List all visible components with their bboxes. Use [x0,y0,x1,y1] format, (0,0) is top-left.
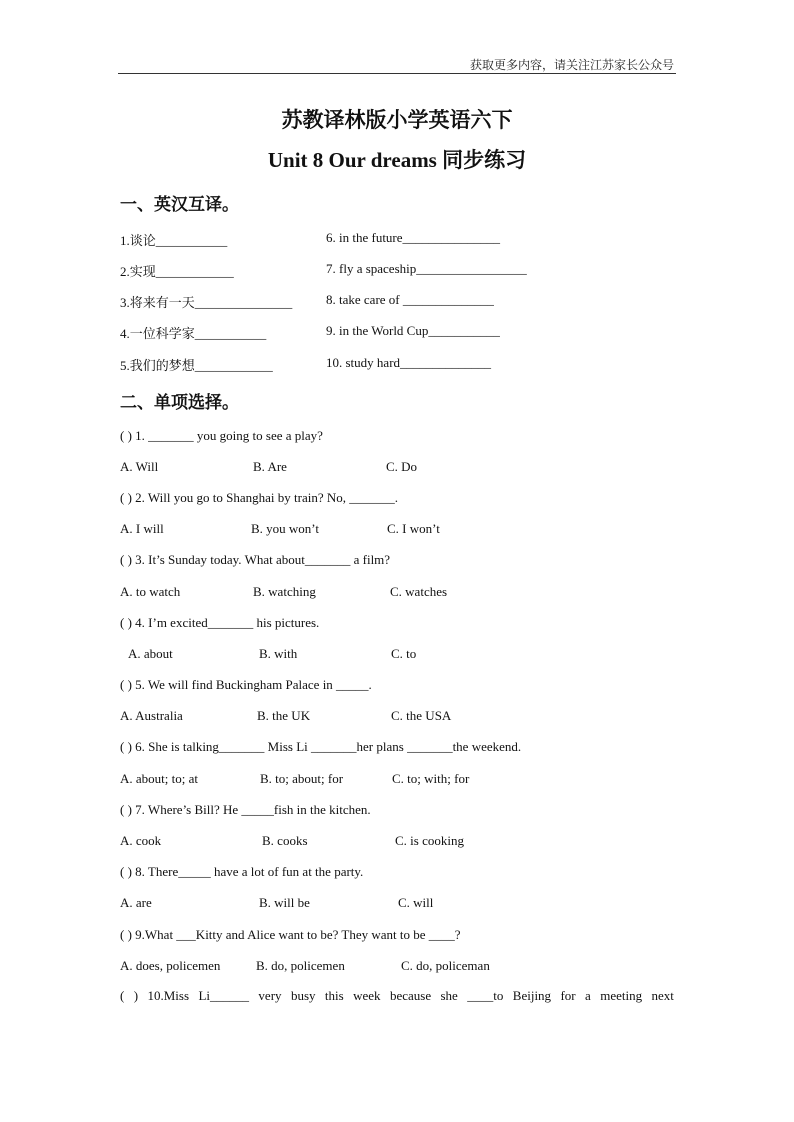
question-2-stem: ( ) 2. Will you go to Shanghai by train? No, _______. [120,490,398,505]
question-5-stem: ( ) 5. We will find Buckingham Palace in _____. [120,677,372,692]
question-3-stem: ( ) 3. It’s Sunday today. What about_______ a film? [120,552,391,567]
question-2-option-b: B. you won’t [251,521,320,536]
question-9-option-a: A. does, policemen [120,958,221,973]
q10-word: Beijing [512,988,552,1003]
translation-item-6: 6. in the future_______________ [326,230,501,245]
question-1-option-a: A. Will [120,459,159,474]
question-5-option-a: A. Australia [120,708,183,723]
q10-word: she [440,988,458,1003]
q10-word: ( [120,988,125,1003]
q10-word: ) [133,988,139,1003]
question-9-stem: ( ) 9.What ___Kitty and Alice want to be? They want to be ____? [120,927,461,942]
translation-item-4: 4.一位科学家___________ [120,326,267,341]
q10-word: next [651,988,674,1003]
q10-word: week [353,988,381,1003]
q10-word: very [258,988,282,1003]
q10-word: meeting [600,988,643,1003]
question-7-option-c: C. is cooking [395,833,464,848]
question-4-option-a: A. about [128,646,173,661]
translation-item-10: 10. study hard______________ [326,355,492,370]
question-6-option-a: A. about; to; at [120,771,198,786]
translation-item-9: 9. in the World Cup___________ [326,323,500,338]
question-8-stem: ( ) 8. There_____ have a lot of fun at the party. [120,864,364,879]
translation-item-8: 8. take care of ______________ [326,292,494,307]
q10-word: Li______ [198,988,250,1003]
translation-item-1: 1.谈论___________ [120,233,228,248]
question-2-option-a: A. I will [120,521,164,536]
section-2-heading: 二、单项选择。 [120,393,239,412]
question-3-option-b: B. watching [253,584,316,599]
question-1-option-c: C. Do [386,459,418,474]
question-10-stem [120,988,674,1004]
translation-item-3: 3.将来有一天_______________ [120,295,293,310]
question-7-option-b: B. cooks [262,833,308,848]
question-7-option-a: A. cook [120,833,162,848]
page-subtitle: Unit 8 Our dreams 同步练习 [267,148,527,172]
q10-word: ____to [467,988,504,1003]
question-1-option-b: B. Are [253,459,287,474]
page-title: 苏教译林版小学英语六下 [281,108,513,132]
question-9-option-b: B. do, policemen [256,958,345,973]
question-5-option-c: C. the USA [391,708,452,723]
question-4-option-b: B. with [259,646,298,661]
question-6-option-b: B. to; about; for [260,771,344,786]
section-1-heading: 一、英汉互译。 [120,195,239,214]
header-note: 获取更多内容，请关注江苏家长公众号 [469,58,674,72]
translation-item-7: 7. fly a spaceship_________________ [326,261,527,276]
question-8-option-c: C. will [398,895,434,910]
q10-word: for [560,988,576,1003]
question-4-option-c: C. to [391,646,417,661]
question-8-option-b: B. will be [259,895,310,910]
question-3-option-a: A. to watch [120,584,181,599]
header-divider [118,73,676,74]
question-1-stem: ( ) 1. _______ you going to see a play? [120,428,323,443]
q10-word: this [324,988,344,1003]
q10-word: a [585,988,591,1003]
q10-word: 10.Miss [147,988,190,1003]
question-9-option-c: C. do, policeman [401,958,490,973]
question-4-stem: ( ) 4. I’m excited_______ his pictures. [120,615,320,630]
question-6-stem: ( ) 6. She is talking_______ Miss Li _______her plans _______the weekend. [120,739,522,754]
question-6-option-c: C. to; with; for [392,771,470,786]
question-5-option-b: B. the UK [257,708,311,723]
question-3-option-c: C. watches [390,584,448,599]
question-7-stem: ( ) 7. Where’s Bill? He _____fish in the kitchen. [120,802,371,817]
q10-word: because [389,988,432,1003]
question-8-option-a: A. are [120,895,152,910]
q10-word: busy [290,988,316,1003]
translation-item-5: 5.我们的梦想____________ [120,358,273,373]
translation-item-2: 2.实现____________ [120,264,234,279]
question-2-option-c: C. I won’t [387,521,440,536]
